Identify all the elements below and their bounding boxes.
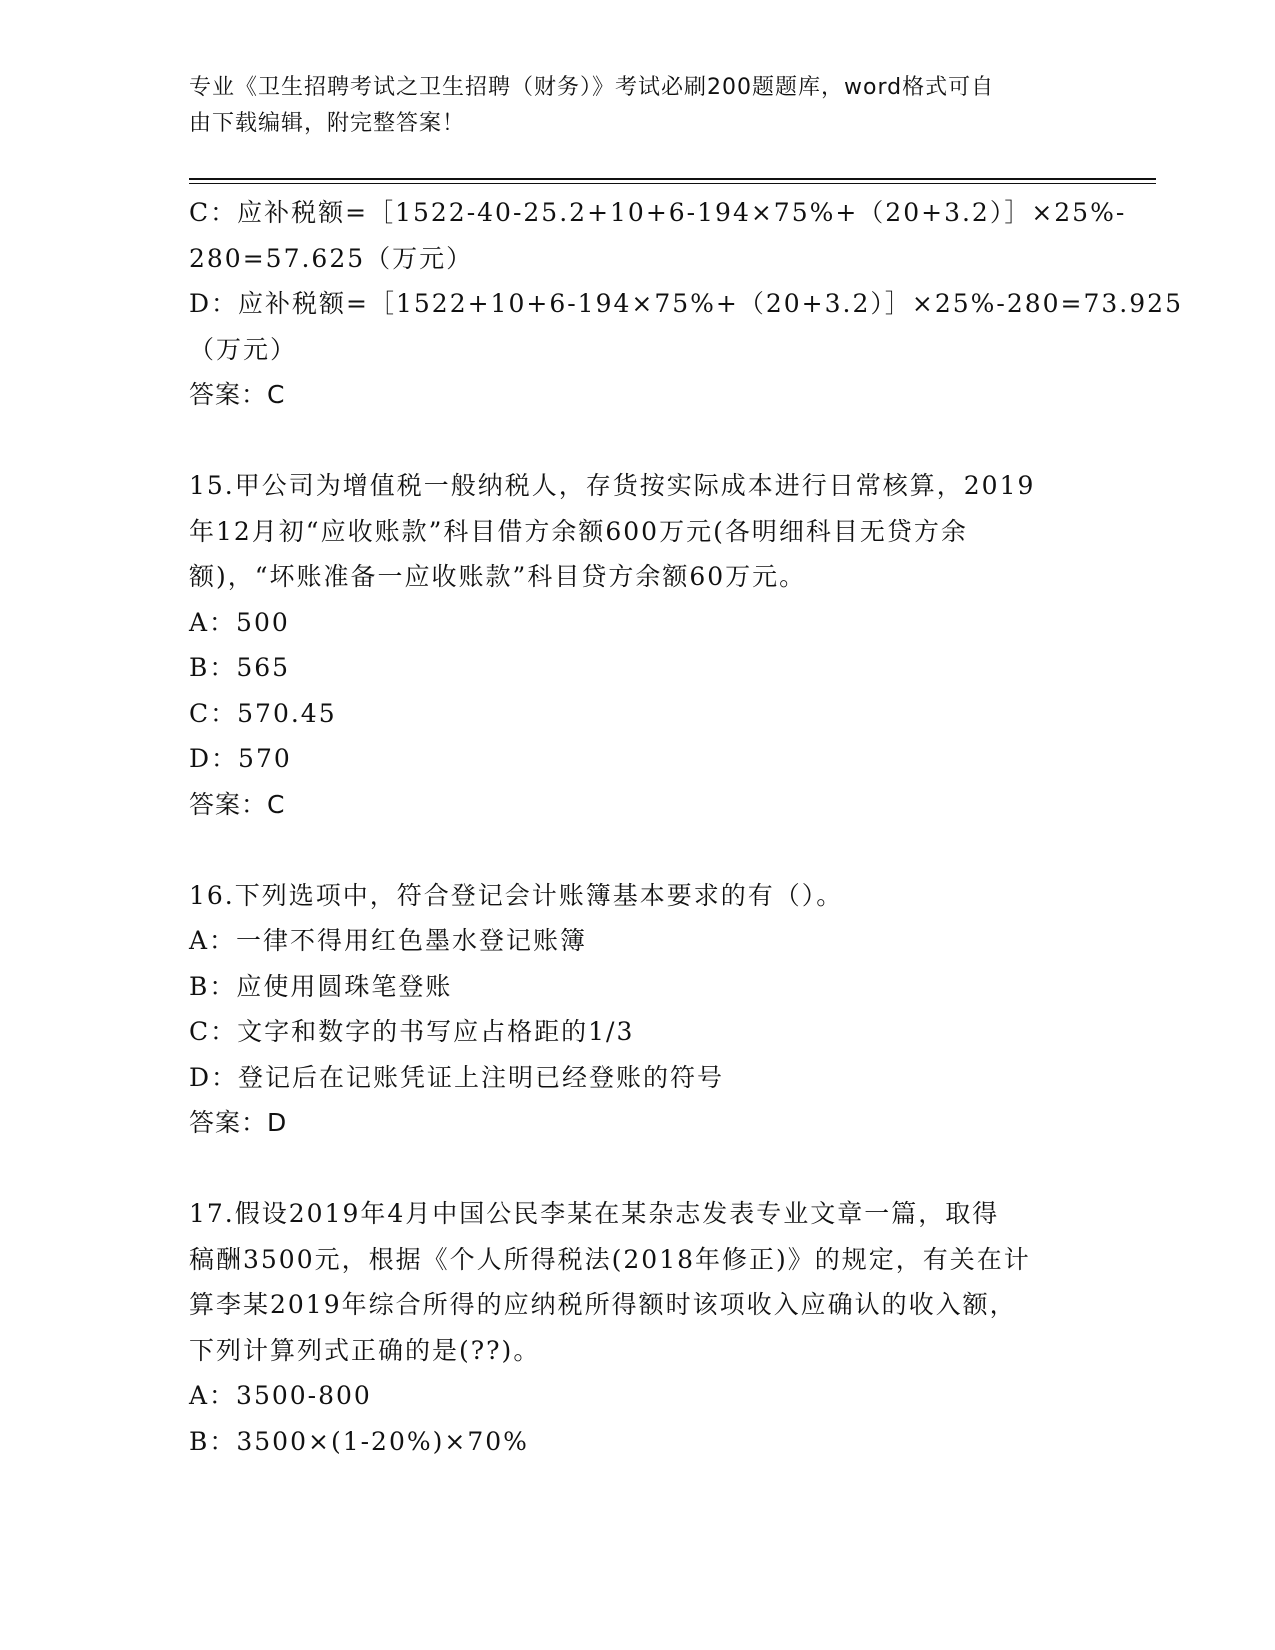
q16-option-a: A：一律不得用红色墨水登记账簿 xyxy=(189,926,588,955)
spacer xyxy=(189,418,1089,464)
q14-option-d-line-2: （万元） xyxy=(189,334,298,364)
document-header xyxy=(189,70,1069,142)
question-16 xyxy=(189,873,1089,1146)
q17-stem-line-4: 下列计算列式正确的是(??)。 xyxy=(189,1335,541,1365)
header-line-1: 专业《卫生招聘考试之卫生招聘（财务）》考试必刷200题题库，word格式可自 xyxy=(189,75,995,100)
q14-option-d-line-1: D：应补税额=［1522+10+6-194×75%+（20+3.2）］×25%-280=73.925 xyxy=(189,289,1183,318)
q16-option-d: D：登记后在记账凭证上注明已经登账的符号 xyxy=(189,1062,725,1092)
spacer xyxy=(189,1146,1089,1192)
q16-option-c: C：文字和数字的书写应占格距的1/3 xyxy=(189,1017,635,1046)
header-line-2: 由下载编辑，附完整答案！ xyxy=(189,111,466,136)
q16-option-b: B：应使用圆珠笔登账 xyxy=(189,971,453,1001)
q15-stem-line-2: 年12月初“应收账款”科目借方余额600万元(各明细科目无贷方余 xyxy=(189,516,968,546)
q17-stem-line-3: 算李某2019年综合所得的应纳税所得额时该项收入应确认的收入额， xyxy=(189,1290,1017,1319)
q15-stem-line-1: 15.甲公司为增值税一般纳税人，存货按实际成本进行日常核算，2019 xyxy=(189,471,1036,500)
question-15 xyxy=(189,463,1089,827)
q15-option-a: A：500 xyxy=(189,607,290,637)
header-rule-thin xyxy=(189,183,1156,184)
spacer xyxy=(189,827,1089,873)
q14-option-c-line-2: 280=57.625（万元） xyxy=(189,243,474,273)
q15-answer: 答案：C xyxy=(189,789,286,819)
q17-stem-line-2: 稿酬3500元，根据《个人所得税法(2018年修正)》的规定，有关在计 xyxy=(189,1244,1031,1274)
q16-answer: 答案：D xyxy=(189,1108,288,1137)
q15-option-d: D：570 xyxy=(189,744,292,773)
q14-answer: 答案：C xyxy=(189,380,286,409)
q14-option-c-line-1: C：应补税额=［1522-40-25.2+10+6-194×75%+（20+3.2）］×25%- xyxy=(189,198,1127,227)
question-content xyxy=(189,190,1183,1464)
header-rule-thick xyxy=(189,178,1156,180)
q15-option-c: C：570.45 xyxy=(189,698,337,728)
q17-stem-line-1: 17.假设2019年4月中国公民李某在某杂志发表专业文章一篇，取得 xyxy=(189,1199,1000,1228)
question-14-continued xyxy=(189,190,1183,418)
q17-option-a: A：3500-800 xyxy=(189,1381,372,1410)
q15-stem-line-3: 额)，“坏账准备一应收账款”科目贷方余额60万元。 xyxy=(189,562,807,591)
q16-stem: 16.下列选项中，符合登记会计账簿基本要求的有（）。 xyxy=(189,880,844,910)
q15-option-b: B：565 xyxy=(189,653,291,682)
q17-option-b: B：3500×(1-20%)×70% xyxy=(189,1426,529,1456)
question-17 xyxy=(189,1191,1089,1464)
